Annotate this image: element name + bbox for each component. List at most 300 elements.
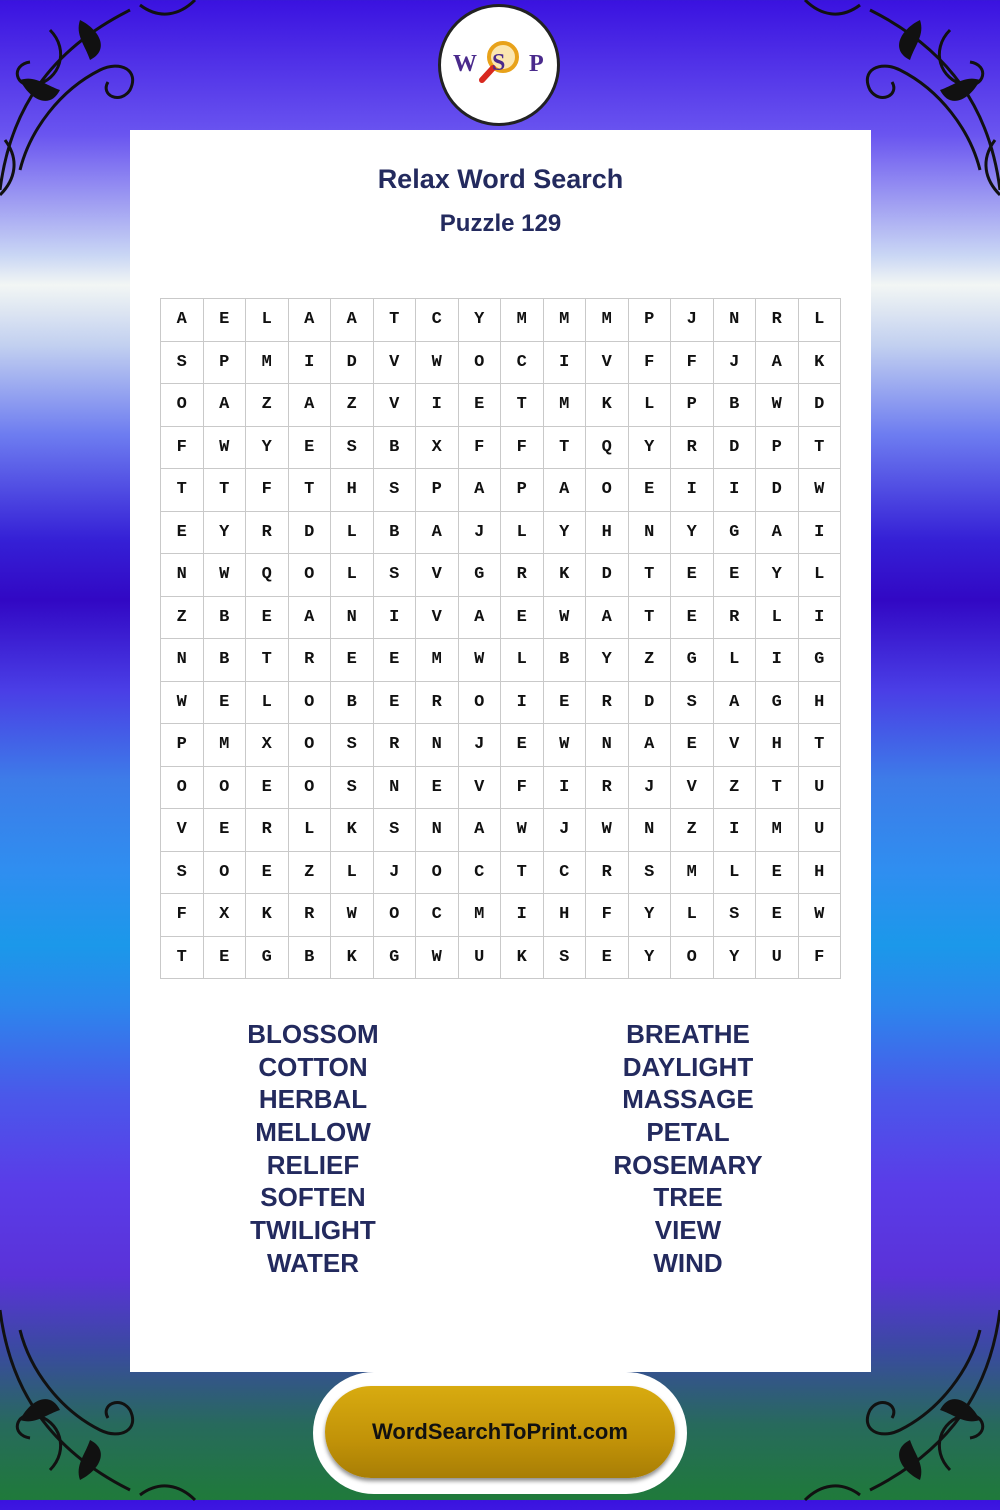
grid-cell[interactable]: X — [203, 894, 246, 937]
grid-cell[interactable]: F — [628, 341, 671, 384]
grid-cell[interactable]: E — [246, 596, 289, 639]
grid-cell[interactable]: S — [161, 341, 204, 384]
grid-cell[interactable]: I — [543, 766, 586, 809]
grid-cell[interactable]: T — [501, 384, 544, 427]
grid-cell[interactable]: Z — [161, 596, 204, 639]
puzzle-sheet — [130, 130, 871, 1372]
grid-cell[interactable]: L — [246, 299, 289, 342]
grid-cell[interactable]: Y — [671, 511, 714, 554]
grid-cell[interactable]: L — [798, 299, 841, 342]
grid-cell[interactable]: O — [416, 851, 459, 894]
grid-cell[interactable]: L — [246, 681, 289, 724]
grid-cell[interactable]: A — [458, 469, 501, 512]
word-list-left — [163, 1018, 463, 1280]
grid-cell[interactable]: O — [586, 469, 629, 512]
grid-cell[interactable]: L — [501, 639, 544, 682]
grid-cell[interactable]: O — [288, 554, 331, 597]
grid-row — [161, 681, 841, 724]
grid-cell[interactable]: A — [628, 724, 671, 767]
grid-cell[interactable]: O — [288, 681, 331, 724]
grid-cell[interactable]: S — [713, 894, 756, 937]
grid-cell[interactable]: E — [671, 596, 714, 639]
grid-cell[interactable]: T — [798, 426, 841, 469]
grid-cell[interactable]: F — [671, 341, 714, 384]
grid-cell[interactable]: R — [756, 299, 799, 342]
grid-cell[interactable]: V — [416, 554, 459, 597]
grid-cell[interactable]: E — [373, 681, 416, 724]
grid-cell[interactable]: D — [288, 511, 331, 554]
grid-cell[interactable]: Q — [246, 554, 289, 597]
grid-row — [161, 469, 841, 512]
grid-row — [161, 596, 841, 639]
grid-cell[interactable]: Y — [203, 511, 246, 554]
grid-cell[interactable]: A — [288, 596, 331, 639]
grid-cell[interactable]: K — [331, 809, 374, 852]
grid-cell[interactable]: L — [331, 851, 374, 894]
grid-cell[interactable]: E — [713, 554, 756, 597]
grid-cell[interactable]: O — [203, 851, 246, 894]
grid-cell[interactable]: C — [416, 299, 459, 342]
grid-cell[interactable]: J — [543, 809, 586, 852]
grid-cell[interactable]: B — [713, 384, 756, 427]
grid-cell[interactable]: E — [501, 724, 544, 767]
grid-cell[interactable]: E — [203, 681, 246, 724]
grid-cell[interactable]: L — [671, 894, 714, 937]
grid-cell[interactable]: R — [501, 554, 544, 597]
grid-cell[interactable]: N — [331, 596, 374, 639]
logo-letter-p: P — [529, 51, 544, 77]
grid-cell[interactable]: Z — [713, 766, 756, 809]
grid-cell[interactable]: Z — [246, 384, 289, 427]
grid-cell[interactable]: P — [628, 299, 671, 342]
grid-cell[interactable]: Z — [331, 384, 374, 427]
grid-cell[interactable]: A — [458, 596, 501, 639]
grid-cell[interactable]: U — [798, 809, 841, 852]
grid-cell[interactable]: K — [501, 936, 544, 979]
grid-row — [161, 299, 841, 342]
grid-cell[interactable]: E — [203, 299, 246, 342]
grid-cell[interactable]: P — [203, 341, 246, 384]
word-item: MELLOW — [255, 1117, 371, 1148]
grid-cell[interactable]: I — [798, 596, 841, 639]
grid-cell[interactable]: O — [161, 766, 204, 809]
grid-cell[interactable]: F — [586, 894, 629, 937]
grid-cell[interactable]: A — [416, 511, 459, 554]
grid-cell[interactable]: R — [416, 681, 459, 724]
grid-cell[interactable]: U — [756, 936, 799, 979]
grid-cell[interactable]: H — [543, 894, 586, 937]
grid-cell[interactable]: K — [798, 341, 841, 384]
grid-cell[interactable]: H — [798, 851, 841, 894]
grid-cell[interactable]: N — [628, 511, 671, 554]
grid-cell[interactable]: Y — [628, 894, 671, 937]
grid-cell[interactable]: E — [331, 639, 374, 682]
grid-cell[interactable]: T — [628, 596, 671, 639]
grid-cell[interactable]: Y — [713, 936, 756, 979]
grid-cell[interactable]: E — [373, 639, 416, 682]
grid-cell[interactable]: X — [246, 724, 289, 767]
grid-row — [161, 511, 841, 554]
grid-cell[interactable]: W — [331, 894, 374, 937]
grid-cell[interactable]: V — [671, 766, 714, 809]
grid-cell[interactable]: N — [586, 724, 629, 767]
grid-cell[interactable]: F — [501, 426, 544, 469]
grid-cell[interactable]: A — [543, 469, 586, 512]
grid-cell[interactable]: E — [161, 511, 204, 554]
grid-cell[interactable]: Y — [458, 299, 501, 342]
grid-cell[interactable]: R — [586, 681, 629, 724]
grid-cell[interactable]: L — [713, 851, 756, 894]
grid-cell[interactable]: E — [671, 724, 714, 767]
site-badge — [313, 1372, 687, 1494]
grid-cell[interactable]: C — [416, 894, 459, 937]
grid-cell[interactable]: H — [586, 511, 629, 554]
grid-cell[interactable]: N — [713, 299, 756, 342]
grid-cell[interactable]: L — [331, 511, 374, 554]
grid-cell[interactable]: Y — [628, 936, 671, 979]
grid-cell[interactable]: W — [543, 724, 586, 767]
grid-cell[interactable]: L — [798, 554, 841, 597]
grid-cell[interactable]: E — [288, 426, 331, 469]
word-item: BLOSSOM — [247, 1019, 379, 1049]
grid-cell[interactable]: L — [501, 511, 544, 554]
grid-cell[interactable]: U — [798, 766, 841, 809]
grid-cell[interactable]: E — [628, 469, 671, 512]
grid-cell[interactable]: O — [671, 936, 714, 979]
grid-cell[interactable]: O — [203, 766, 246, 809]
grid-cell[interactable]: A — [203, 384, 246, 427]
grid-cell[interactable]: Z — [671, 809, 714, 852]
word-item: BREATHE — [626, 1019, 750, 1049]
grid-cell[interactable]: G — [798, 639, 841, 682]
word-item: SOFTEN — [260, 1182, 366, 1213]
grid-cell[interactable]: V — [713, 724, 756, 767]
grid-cell[interactable]: K — [246, 894, 289, 937]
grid-cell[interactable]: I — [288, 341, 331, 384]
grid-cell[interactable]: D — [628, 681, 671, 724]
grid-cell[interactable]: F — [501, 766, 544, 809]
grid-cell[interactable]: M — [586, 299, 629, 342]
grid-cell[interactable]: T — [246, 639, 289, 682]
grid-cell[interactable]: D — [331, 341, 374, 384]
grid-cell[interactable]: A — [288, 299, 331, 342]
word-list-right — [538, 1018, 838, 1280]
grid-cell[interactable]: W — [501, 809, 544, 852]
grid-cell[interactable]: E — [458, 384, 501, 427]
word-item: VIEW — [654, 1215, 722, 1246]
grid-cell[interactable]: C — [458, 851, 501, 894]
grid-cell[interactable]: V — [161, 809, 204, 852]
grid-cell[interactable]: D — [586, 554, 629, 597]
grid-cell[interactable]: A — [713, 681, 756, 724]
grid-cell[interactable]: G — [246, 936, 289, 979]
grid-cell[interactable]: D — [713, 426, 756, 469]
word-item: WIND — [653, 1247, 723, 1278]
grid-cell[interactable]: J — [458, 511, 501, 554]
grid-cell[interactable]: I — [373, 596, 416, 639]
grid-cell[interactable]: Y — [246, 426, 289, 469]
grid-cell[interactable]: T — [543, 426, 586, 469]
grid-cell[interactable]: R — [246, 511, 289, 554]
word-item: HERBAL — [258, 1084, 368, 1115]
grid-cell[interactable]: M — [416, 639, 459, 682]
site-link-button[interactable]: WordSearchToPrint.com — [325, 1386, 675, 1478]
grid-cell[interactable]: S — [161, 851, 204, 894]
grid-row — [161, 724, 841, 767]
grid-row — [161, 341, 841, 384]
grid-cell[interactable]: E — [543, 681, 586, 724]
word-item: DAYLIGHT — [622, 1051, 754, 1082]
grid-cell[interactable]: I — [543, 341, 586, 384]
grid-cell[interactable]: R — [373, 724, 416, 767]
grid-cell[interactable]: M — [203, 724, 246, 767]
grid-cell[interactable]: W — [458, 639, 501, 682]
grid-cell[interactable]: Q — [586, 426, 629, 469]
grid-cell[interactable]: E — [246, 851, 289, 894]
grid-cell[interactable]: I — [416, 384, 459, 427]
grid-cell[interactable]: E — [586, 936, 629, 979]
grid-cell[interactable]: S — [373, 469, 416, 512]
grid-cell[interactable]: E — [671, 554, 714, 597]
grid-cell[interactable]: W — [543, 596, 586, 639]
grid-cell[interactable]: E — [416, 766, 459, 809]
grid-cell[interactable]: R — [246, 809, 289, 852]
grid-cell[interactable]: B — [203, 639, 246, 682]
word-item: WATER — [267, 1247, 359, 1278]
grid-cell[interactable]: I — [501, 894, 544, 937]
grid-cell[interactable]: E — [203, 809, 246, 852]
grid-cell[interactable]: K — [331, 936, 374, 979]
grid-cell[interactable]: M — [458, 894, 501, 937]
grid-cell[interactable]: C — [501, 341, 544, 384]
grid-cell[interactable]: A — [756, 511, 799, 554]
grid-cell[interactable]: S — [373, 554, 416, 597]
grid-cell[interactable]: G — [671, 639, 714, 682]
grid-cell[interactable]: F — [161, 426, 204, 469]
grid-cell[interactable]: S — [671, 681, 714, 724]
grid-cell[interactable]: S — [331, 724, 374, 767]
grid-cell[interactable]: W — [416, 936, 459, 979]
grid-cell[interactable]: P — [756, 426, 799, 469]
grid-cell[interactable]: H — [331, 469, 374, 512]
grid-cell[interactable]: H — [756, 724, 799, 767]
grid-cell[interactable]: B — [543, 639, 586, 682]
grid-cell[interactable]: S — [331, 766, 374, 809]
grid-row — [161, 766, 841, 809]
grid-cell[interactable]: N — [161, 639, 204, 682]
grid-row — [161, 809, 841, 852]
word-item: ROSEMARY — [613, 1149, 763, 1180]
grid-cell[interactable]: E — [756, 894, 799, 937]
grid-cell[interactable]: T — [628, 554, 671, 597]
grid-cell[interactable]: G — [373, 936, 416, 979]
grid-cell[interactable]: M — [543, 299, 586, 342]
grid-cell[interactable]: R — [288, 894, 331, 937]
grid-cell[interactable]: W — [798, 469, 841, 512]
grid-cell[interactable]: Y — [628, 426, 671, 469]
grid-row — [161, 894, 841, 937]
grid-cell[interactable]: B — [203, 596, 246, 639]
grid-row — [161, 639, 841, 682]
grid-cell[interactable]: P — [671, 384, 714, 427]
grid-cell[interactable]: Y — [586, 639, 629, 682]
grid-cell[interactable]: D — [798, 384, 841, 427]
grid-cell[interactable]: Z — [628, 639, 671, 682]
grid-cell[interactable]: F — [246, 469, 289, 512]
logo-letter-s: S — [492, 50, 506, 76]
grid-cell[interactable]: T — [501, 851, 544, 894]
word-item: TREE — [653, 1182, 723, 1213]
grid-cell[interactable]: W — [416, 341, 459, 384]
grid-cell[interactable]: K — [586, 384, 629, 427]
word-item: MASSAGE — [622, 1084, 754, 1115]
grid-cell[interactable]: F — [458, 426, 501, 469]
grid-cell[interactable]: N — [373, 766, 416, 809]
grid-cell[interactable]: W — [798, 894, 841, 937]
grid-cell[interactable]: A — [586, 596, 629, 639]
grid-cell[interactable]: A — [288, 384, 331, 427]
grid-cell[interactable]: K — [543, 554, 586, 597]
grid-cell[interactable]: B — [288, 936, 331, 979]
grid-cell[interactable]: E — [203, 936, 246, 979]
grid-cell[interactable]: T — [373, 299, 416, 342]
grid-cell[interactable]: L — [288, 809, 331, 852]
grid-cell[interactable]: B — [373, 511, 416, 554]
grid-cell[interactable]: T — [161, 936, 204, 979]
grid-cell[interactable]: S — [543, 936, 586, 979]
grid-cell[interactable]: W — [203, 554, 246, 597]
grid-cell[interactable]: W — [756, 384, 799, 427]
grid-cell[interactable]: L — [713, 639, 756, 682]
grid-cell[interactable]: P — [416, 469, 459, 512]
grid-cell[interactable]: I — [671, 469, 714, 512]
grid-cell[interactable]: A — [458, 809, 501, 852]
grid-cell[interactable]: J — [373, 851, 416, 894]
grid-cell[interactable]: O — [373, 894, 416, 937]
grid-cell[interactable]: C — [543, 851, 586, 894]
grid-row — [161, 384, 841, 427]
grid-cell[interactable]: N — [416, 724, 459, 767]
grid-cell[interactable]: O — [288, 724, 331, 767]
grid-cell[interactable]: O — [161, 384, 204, 427]
grid-cell[interactable]: Y — [756, 554, 799, 597]
grid-cell[interactable]: H — [798, 681, 841, 724]
grid-cell[interactable]: I — [713, 469, 756, 512]
grid-cell[interactable]: B — [331, 681, 374, 724]
grid-cell[interactable]: A — [756, 341, 799, 384]
grid-cell[interactable]: L — [331, 554, 374, 597]
grid-cell[interactable]: M — [756, 809, 799, 852]
word-item: TWILIGHT — [250, 1215, 376, 1246]
grid-cell[interactable]: P — [161, 724, 204, 767]
grid-cell[interactable]: S — [628, 851, 671, 894]
grid-row — [161, 554, 841, 597]
grid-cell[interactable]: O — [458, 681, 501, 724]
grid-cell[interactable]: B — [373, 426, 416, 469]
grid-cell[interactable]: A — [161, 299, 204, 342]
grid-cell[interactable]: R — [288, 639, 331, 682]
grid-cell[interactable]: P — [501, 469, 544, 512]
grid-cell[interactable]: J — [671, 299, 714, 342]
grid-cell[interactable]: T — [161, 469, 204, 512]
grid-cell[interactable]: O — [288, 766, 331, 809]
grid-cell[interactable]: Z — [288, 851, 331, 894]
grid-cell[interactable]: T — [203, 469, 246, 512]
grid-cell[interactable]: X — [416, 426, 459, 469]
word-item: PETAL — [646, 1117, 730, 1148]
grid-cell[interactable]: G — [458, 554, 501, 597]
grid-cell[interactable]: V — [458, 766, 501, 809]
grid-cell[interactable]: V — [586, 341, 629, 384]
grid-cell[interactable]: O — [458, 341, 501, 384]
grid-cell[interactable]: S — [373, 809, 416, 852]
grid-cell[interactable]: T — [288, 469, 331, 512]
grid-row — [161, 936, 841, 979]
grid-cell[interactable]: M — [671, 851, 714, 894]
grid-cell[interactable]: R — [586, 766, 629, 809]
word-item: COTTON — [258, 1051, 368, 1082]
grid-cell[interactable]: E — [756, 851, 799, 894]
grid-cell[interactable]: V — [373, 384, 416, 427]
grid-cell[interactable]: L — [756, 596, 799, 639]
grid-cell[interactable]: G — [756, 681, 799, 724]
grid-cell[interactable]: M — [501, 299, 544, 342]
grid-cell[interactable]: T — [798, 724, 841, 767]
grid-cell[interactable]: V — [373, 341, 416, 384]
grid-cell[interactable]: R — [671, 426, 714, 469]
grid-cell[interactable]: S — [331, 426, 374, 469]
logo-letter-w: W — [453, 51, 477, 77]
grid-cell[interactable]: A — [331, 299, 374, 342]
grid-cell[interactable]: L — [628, 384, 671, 427]
grid-cell[interactable]: N — [628, 809, 671, 852]
grid-cell[interactable]: T — [756, 766, 799, 809]
grid-cell[interactable]: I — [713, 809, 756, 852]
puzzle-title: Relax Word Search — [377, 164, 624, 194]
grid-cell[interactable]: W — [203, 426, 246, 469]
grid-cell[interactable]: F — [798, 936, 841, 979]
grid-cell[interactable]: V — [416, 596, 459, 639]
grid-cell[interactable]: W — [161, 681, 204, 724]
grid-cell[interactable]: J — [628, 766, 671, 809]
grid-cell[interactable]: J — [713, 341, 756, 384]
grid-cell[interactable]: R — [586, 851, 629, 894]
grid-cell[interactable]: M — [543, 384, 586, 427]
grid-cell[interactable]: Y — [543, 511, 586, 554]
grid-cell[interactable]: I — [756, 639, 799, 682]
grid-cell[interactable]: I — [501, 681, 544, 724]
puzzle-number: Puzzle 129 — [439, 210, 562, 237]
grid-cell[interactable]: I — [798, 511, 841, 554]
grid-cell[interactable]: M — [246, 341, 289, 384]
grid-cell[interactable]: E — [246, 766, 289, 809]
grid-cell[interactable]: R — [713, 596, 756, 639]
grid-cell[interactable]: J — [458, 724, 501, 767]
grid-cell[interactable]: G — [713, 511, 756, 554]
grid-row — [161, 426, 841, 469]
grid-cell[interactable]: N — [416, 809, 459, 852]
letter-grid — [160, 298, 841, 979]
word-item: RELIEF — [266, 1149, 360, 1180]
wsp-logo[interactable] — [438, 4, 560, 126]
grid-cell[interactable]: D — [756, 469, 799, 512]
grid-cell[interactable]: W — [586, 809, 629, 852]
grid-row — [161, 851, 841, 894]
grid-cell[interactable]: F — [161, 894, 204, 937]
grid-cell[interactable]: E — [501, 596, 544, 639]
grid-cell[interactable]: N — [161, 554, 204, 597]
grid-cell[interactable]: U — [458, 936, 501, 979]
